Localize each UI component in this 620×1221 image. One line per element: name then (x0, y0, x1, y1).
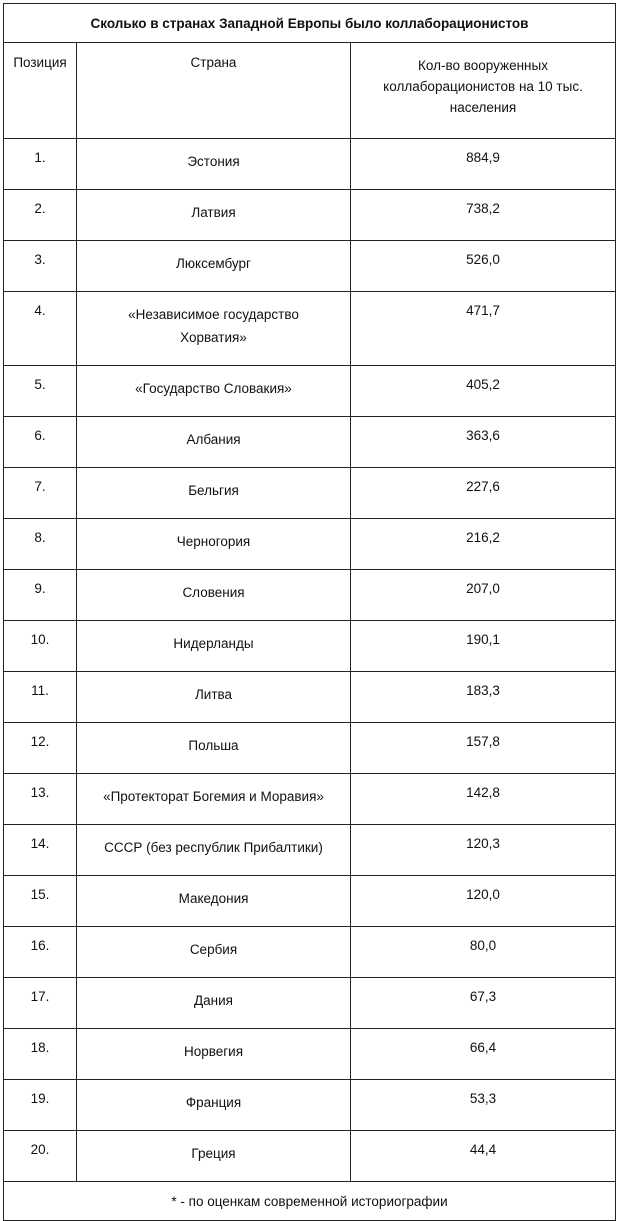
row-country: Албания (77, 417, 351, 468)
header-row (4, 43, 616, 139)
row-value: 157,8 (351, 723, 616, 774)
table-row (4, 672, 616, 723)
header-country: Страна (77, 43, 351, 139)
header-position: Позиция (4, 43, 77, 139)
row-country: Франция (77, 1080, 351, 1131)
row-value: 216,2 (351, 519, 616, 570)
row-country: Польша (77, 723, 351, 774)
header-value (351, 43, 616, 139)
row-position: 3. (4, 241, 77, 292)
row-position: 18. (4, 1029, 77, 1080)
table-row (4, 519, 616, 570)
row-country: Дания (77, 978, 351, 1029)
row-value: 80,0 (351, 927, 616, 978)
table-row (4, 366, 616, 417)
row-country: Латвия (77, 190, 351, 241)
row-position: 9. (4, 570, 77, 621)
table-row (4, 825, 616, 876)
table-row (4, 139, 616, 190)
row-value: 884,9 (351, 139, 616, 190)
row-position: 6. (4, 417, 77, 468)
row-position: 13. (4, 774, 77, 825)
table-row (4, 876, 616, 927)
row-position: 10. (4, 621, 77, 672)
row-position: 15. (4, 876, 77, 927)
table-row (4, 468, 616, 519)
row-country: Черногория (77, 519, 351, 570)
row-value: 44,4 (351, 1131, 616, 1182)
header-value-line2: коллаборационистов на 10 тыс. (383, 79, 583, 94)
row-value: 183,3 (351, 672, 616, 723)
table-row (4, 292, 616, 366)
row-country: СССР (без республик Прибалтики) (77, 825, 351, 876)
row-value: 207,0 (351, 570, 616, 621)
row-value: 53,3 (351, 1080, 616, 1131)
row-value: 471,7 (351, 292, 616, 366)
table-row (4, 570, 616, 621)
row-position: 19. (4, 1080, 77, 1131)
row-position: 12. (4, 723, 77, 774)
table-row (4, 927, 616, 978)
table-row (4, 190, 616, 241)
row-position: 11. (4, 672, 77, 723)
footnote: * - по оценкам современной историографии (4, 1182, 616, 1221)
row-country: Греция (77, 1131, 351, 1182)
row-country: «Независимое государство Хорватия» (77, 292, 351, 366)
row-value: 67,3 (351, 978, 616, 1029)
table-row (4, 1131, 616, 1182)
row-country: Сербия (77, 927, 351, 978)
row-position: 16. (4, 927, 77, 978)
table-row (4, 1080, 616, 1131)
header-value-line1: Кол-во вооруженных (418, 58, 548, 73)
row-country: «Протекторат Богемия и Моравия» (77, 774, 351, 825)
table-row (4, 417, 616, 468)
row-value: 120,0 (351, 876, 616, 927)
row-value: 142,8 (351, 774, 616, 825)
row-value: 526,0 (351, 241, 616, 292)
header-value-line3: населения (449, 100, 517, 115)
table-row (4, 978, 616, 1029)
row-position: 2. (4, 190, 77, 241)
row-position: 17. (4, 978, 77, 1029)
row-value: 405,2 (351, 366, 616, 417)
table-row (4, 241, 616, 292)
row-value: 190,1 (351, 621, 616, 672)
row-country: Македония (77, 876, 351, 927)
row-position: 1. (4, 139, 77, 190)
row-country: Эстония (77, 139, 351, 190)
row-position: 7. (4, 468, 77, 519)
row-country: Бельгия (77, 468, 351, 519)
row-country: Литва (77, 672, 351, 723)
row-position: 5. (4, 366, 77, 417)
row-position: 8. (4, 519, 77, 570)
row-value: 66,4 (351, 1029, 616, 1080)
row-country: «Государство Словакия» (77, 366, 351, 417)
table-row (4, 723, 616, 774)
row-country: Нидерланды (77, 621, 351, 672)
row-position: 14. (4, 825, 77, 876)
row-value: 120,3 (351, 825, 616, 876)
row-country: Норвегия (77, 1029, 351, 1080)
collaborators-table (3, 3, 616, 1221)
row-value: 363,6 (351, 417, 616, 468)
row-country: Словения (77, 570, 351, 621)
table-row (4, 774, 616, 825)
table-title: Сколько в странах Западной Европы было коллаборационистов (4, 4, 616, 43)
row-position: 4. (4, 292, 77, 366)
row-country: Люксембург (77, 241, 351, 292)
table-row (4, 621, 616, 672)
table-row (4, 1029, 616, 1080)
row-value: 227,6 (351, 468, 616, 519)
row-position: 20. (4, 1131, 77, 1182)
row-value: 738,2 (351, 190, 616, 241)
